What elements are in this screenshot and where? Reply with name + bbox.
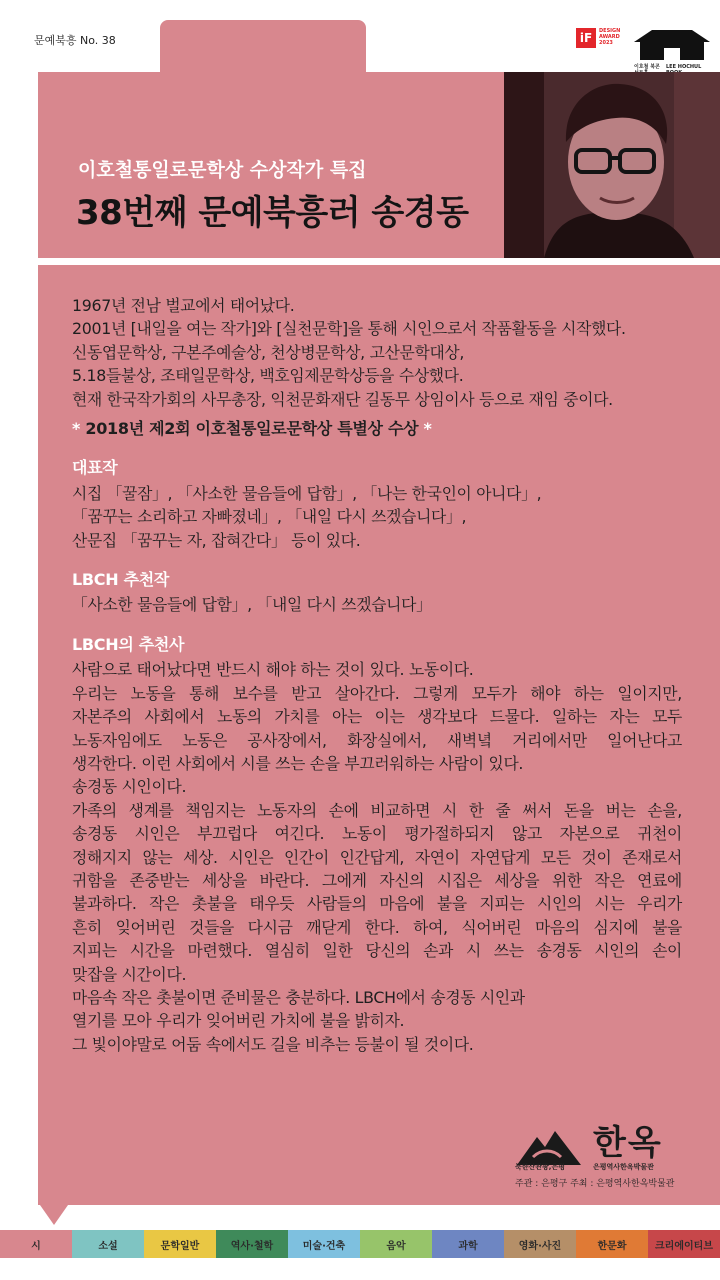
- reason-line: 정해지지 않는 세상. 시인은 인간이 인간답게, 자연이 자연답게 모든 것이 존재로서: [72, 847, 682, 867]
- nav-item-music[interactable]: 음악: [360, 1230, 432, 1258]
- if-mark: iF: [576, 28, 596, 48]
- special-award: [72, 417, 682, 440]
- reason-heading: LBCH의 추천사: [72, 634, 185, 654]
- reason-line: 맞잡을 시간이다.: [72, 964, 187, 984]
- bio-line: 신동엽문학상, 구본주예술상, 천상병문학상, 고산문학대상,: [72, 342, 465, 362]
- reason-line: 그 빛이야말로 어둠 속에서도 길을 비추는 등불이 될 것이다.: [72, 1034, 474, 1054]
- reason-line: 송경동 시인은 부끄럽다 여긴다. 노동이 평가절하되지 않고 자본으로 귀천이: [72, 824, 682, 844]
- hanok-logo: 한옥: [593, 1123, 663, 1163]
- nav-item-novel[interactable]: 소설: [72, 1230, 144, 1258]
- reason-line: 가족의 생계를 책임지는 노동자의 손에 비교하면 시 한 줄 써서 돈을 버는 손을,: [72, 800, 682, 820]
- special-award-text: 2018년 제2회 이호철통일로문학상 특별상 수상: [85, 419, 419, 439]
- issue-number: 문예북흥 No. 38: [34, 34, 116, 47]
- if-design-award-logo: [576, 28, 624, 68]
- organizer-line: 주관 : 은평구 주최 : 은평역사한옥박물관: [515, 1179, 675, 1189]
- hall-name-korean: 이호철 북콘: [634, 64, 660, 70]
- speech-tail: [40, 1205, 68, 1225]
- nav-item-literature[interactable]: 문학일반: [144, 1230, 216, 1258]
- reason-line: 불과하다. 작은 촛불을 태우듯 사람들의 마음에 불을 지피는 시인의 시는 우리가: [72, 894, 682, 914]
- bio-line: 현재 한국작가회의 사무총장, 익천문화재단 길동무 상임이사 등으로 재임 중이다.: [72, 389, 613, 409]
- reason-line: 노동자임에도 노동은 공사장에서, 화장실에서, 새벽녘 거리에서만 일어난다고: [72, 730, 682, 750]
- author-photo: [504, 72, 720, 258]
- header-tab-shape: [160, 20, 366, 76]
- reason-line: 송경동 시인이다.: [72, 777, 187, 797]
- nav-item-history-philosophy[interactable]: 역사·철학: [216, 1230, 288, 1258]
- star-icon: *: [423, 419, 432, 439]
- header-title: 38번째 문예북흥러 송경동: [76, 193, 469, 233]
- works-heading: 대표작: [72, 458, 118, 478]
- category-nav: [0, 1230, 720, 1258]
- sponsor-name-2: 은평역사한옥박물관: [593, 1163, 654, 1171]
- reason-line: 지피는 시간을 마련했다. 열심히 일한 당신의 손과 시 쓰는 송경동 시인의 손이: [72, 941, 682, 961]
- nav-item-poetry[interactable]: 시: [0, 1230, 72, 1258]
- reason-line: 자본주의 사회에서 노동의 가치를 아는 이는 생각보다 드물다. 일하는 자는 모두: [72, 707, 682, 727]
- bio-section: [72, 294, 682, 411]
- bio-line: 1967년 전남 벌교에서 태어났다.: [72, 296, 295, 315]
- reason-line: 우리는 노동을 통해 보수를 받고 살아간다. 그렇게 모두가 해야 하는 일이지만,: [72, 683, 682, 703]
- nav-item-korean-culture[interactable]: 한문화: [576, 1230, 648, 1258]
- nav-item-creative[interactable]: 크리에이티브: [648, 1230, 720, 1258]
- reason-line: 사람으로 태어났다면 반드시 해야 하는 것이 있다. 노동이다.: [72, 660, 474, 680]
- book-concert-hall-logo: [634, 28, 710, 78]
- works-line: 「꿈꾸는 소리하고 자빠졌네」, 「내일 다시 쓰겠습니다」,: [72, 507, 467, 527]
- if-award-text: DESIGN AWARD 2023: [599, 28, 621, 46]
- top-logos: [576, 28, 710, 78]
- reason-line: 귀함을 존중받는 세상을 바란다. 그에게 자신의 시집은 세상을 위한 작은 연료에: [72, 870, 682, 890]
- nav-item-film-photo[interactable]: 영화·사진: [504, 1230, 576, 1258]
- recommend-heading: LBCH 추천작: [72, 570, 170, 590]
- recommend-line: 「사소한 물음들에 답함」, 「내일 다시 쓰겠습니다」: [72, 595, 432, 615]
- sponsor-block: [515, 1122, 715, 1192]
- bio-line: 5.18들불상, 조태일문학상, 백호임제문학상등을 수상했다.: [72, 366, 464, 386]
- header-subtitle: 이호철통일로문학상 수상작가 특집: [78, 159, 367, 181]
- reason-line: 마음속 작은 촛불이면 준비물은 충분하다. LBCH에서 송경동 시인과: [72, 987, 525, 1007]
- reason-line: 열기를 모아 우리가 잊어버린 가치에 불을 밝히자.: [72, 1011, 405, 1031]
- reason-line: 흔히 잊어버린 것들을 다시금 깨닫게 한다. 하여, 식어버린 마음의 심지에 불을: [72, 917, 682, 937]
- star-icon: *: [72, 419, 81, 439]
- reason-line: 생각한다. 이런 사회에서 시를 쓰는 손을 부끄러워하는 사람이 있다.: [72, 753, 524, 773]
- nav-item-art-architecture[interactable]: 미술·건축: [288, 1230, 360, 1258]
- hall-name-english: LEE HOCHUL: [666, 64, 702, 70]
- sponsor-name-1: 북한산관광,은평: [515, 1163, 565, 1171]
- works-line: 시집 「꿀잠」, 「사소한 물음들에 답함」, 「나는 한국인이 아니다」,: [72, 483, 542, 503]
- article-text: [72, 294, 682, 1056]
- works-line: 산문집 「꿈꾸는 자, 잡혀간다」 등이 있다.: [72, 530, 361, 550]
- bio-line: 2001년 [내일을 여는 작가]와 [실천문학]을 통해 시인으로서 작품활동을 시작했다.: [72, 319, 626, 339]
- nav-item-science[interactable]: 과학: [432, 1230, 504, 1258]
